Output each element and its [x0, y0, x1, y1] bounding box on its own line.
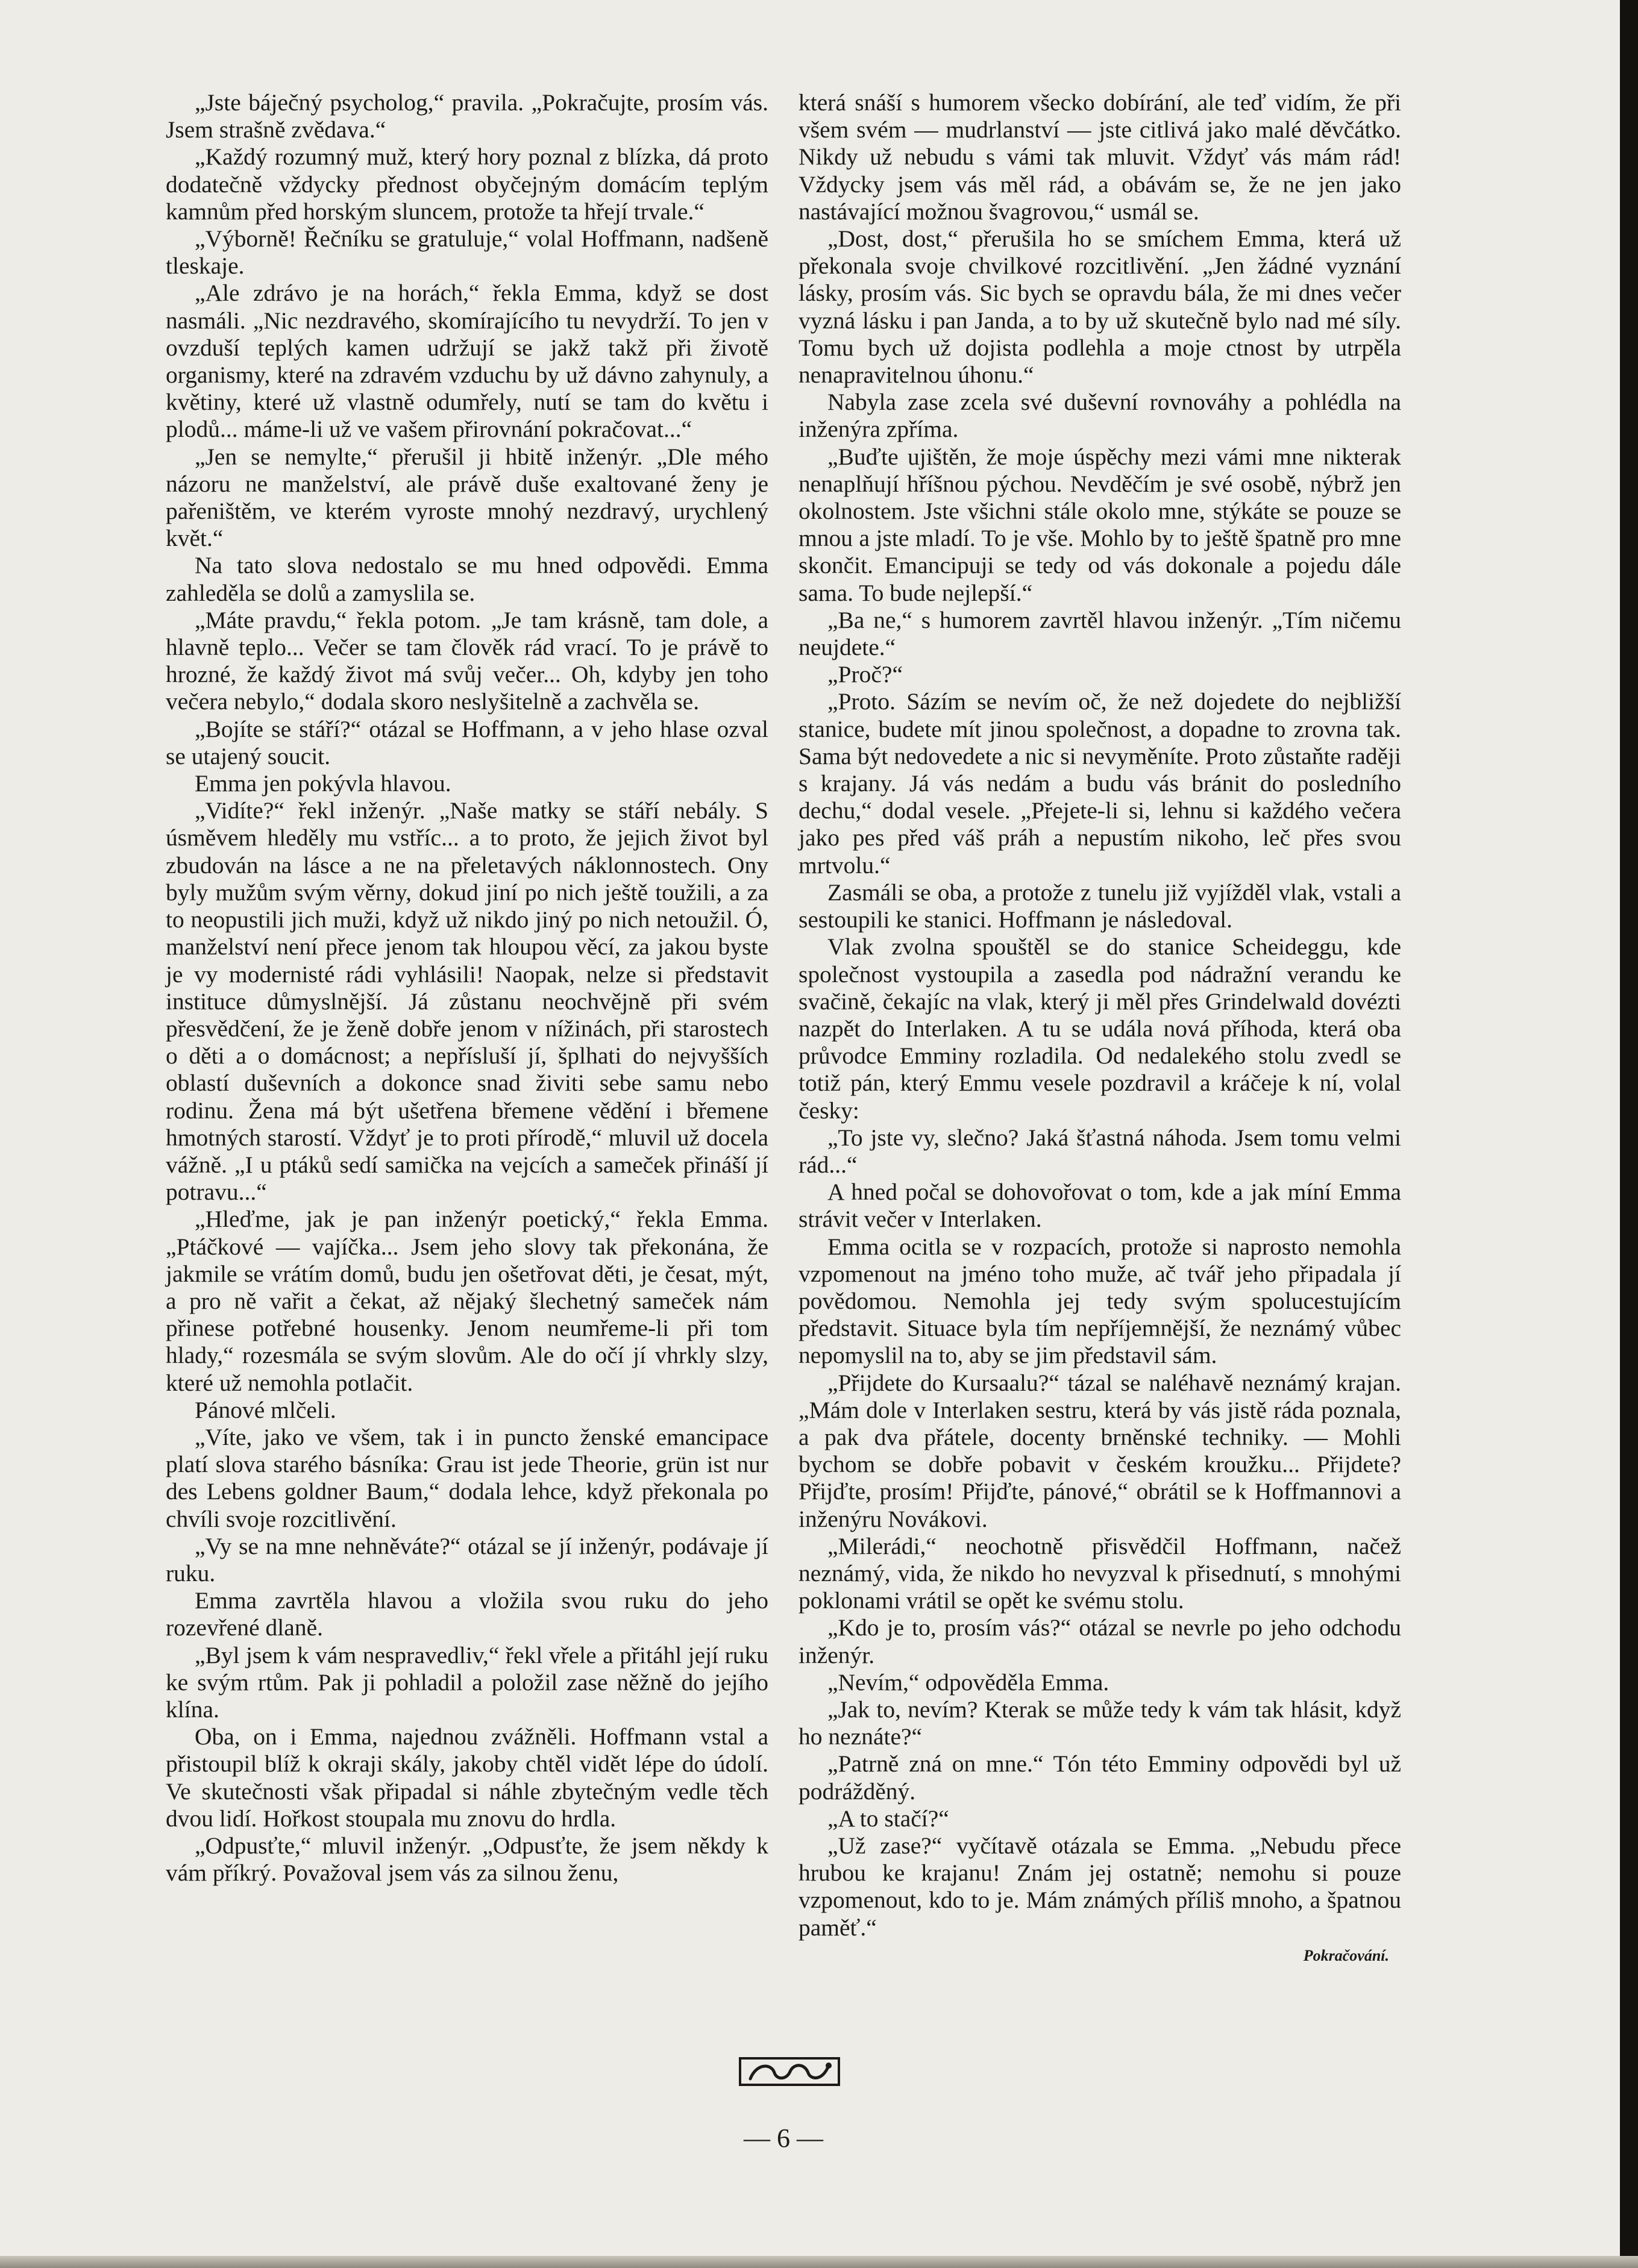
paragraph: „Jste báječný psycholog,“ pravila. „Pokračujte, prosím vás. Jsem strašně zvědava.“: [166, 89, 768, 143]
paragraph: „Každý rozumný muž, který hory poznal z blízka, dá proto dodatečně vždycky přednost obyčejným domácím teplým kamnům před horským sluncem, protože ta hřejí trvale.“: [166, 143, 768, 225]
paragraph: Vlak zvolna spouštěl se do stanice Scheideggu, kde společnost vystoupila a zasedla pod nádražní verandu ke svačině, čekajíc na vlak, který ji měl přes Grindelwald dovézti nazpět do Interlaken. A tu se udála nová příhoda, která oba průvodce Emminy rozladila. Od nedalekého stolu zvedl se totiž pán, který Emmu vesele pozdravil a kráčeje k ní, volal česky:: [799, 933, 1401, 1124]
right-column: [799, 89, 1401, 1968]
paragraph: „Víte, jako ve všem, tak i in puncto ženské emancipace platí slova starého básníka: Grau ist jede Theorie, grün ist nur des Lebens goldner Baum,“ dodala lehce, když překonala po chvíli svoje rozcitlivění.: [166, 1423, 768, 1532]
scan-bottom-edge: [0, 2256, 1638, 2268]
paragraph: „Kdo je to, prosím vás?“ otázal se nevrle po jeho odchodu inženýr.: [799, 1614, 1401, 1668]
paragraph: „To jste vy, slečno? Jaká šťastná náhoda. Jsem tomu velmi rád...“: [799, 1124, 1401, 1178]
paragraph: „Ale zdrávo je na horách,“ řekla Emma, když se dost nasmáli. „Nic nezdravého, skomírajícího tu nevydrží. To jen v ovzduší teplých kamen udržují se jakž takž při životě organismy, které na zdravém vzduchu by už dávno zahynuly, a květiny, které už vlastně odumřely, nutí se tam do květu i plodů... máme-li už ve vašem přirovnání pokračovat...“: [166, 280, 768, 443]
paragraph: „Proč?“: [827, 661, 903, 688]
page-number: — 6 —: [744, 2123, 823, 2153]
paragraph: „Buďte ujištěn, že moje úspěchy mezi vámi mne nikterak nenaplňují hříšnou pýchou. Nevděčím je své osobě, nýbrž jen okolnostem. Jste všichni stále okolo mne, stýkáte se pouze se mnou a jste mladí. To je vše. Mohlo by to ještě špatně pro mne skončit. Emancipuji se tedy od vás dokonale a pojedu dále sama. To bude nejlepší.“: [799, 443, 1401, 606]
paragraph: „Bojíte se stáří?“ otázal se Hoffmann, a v jeho hlase ozval se utajený soucit.: [166, 715, 768, 769]
paragraph: „Jak to, nevím? Kterak se může tedy k vám tak hlásit, když ho neznáte?“: [799, 1696, 1401, 1750]
paragraph: Emma ocitla se v rozpacích, protože si naprosto nemohla vzpomenout na jméno toho muže, ač tvář jeho připadala jí povědomou. Nemohla jej tedy svým spolucestujícím představit. Situace byla tím nepříjemnější, že neznámý vůbec nepomyslil na to, aby se jim představil sám.: [799, 1233, 1401, 1369]
paragraph: Oba, on i Emma, najednou zvážněli. Hoffmann vstal a přistoupil blíž k okraji skály, jakoby chtěl vidět lépe do údolí. Ve skutečnosti však připadal si náhle zbytečným vedle těch dvou lidí. Hořkost stoupala mu znovu do hrdla.: [166, 1723, 768, 1832]
paragraph-continued: která snáší s humorem všecko dobírání, ale teď vidím, že při všem svém — mudrlanství — jste citlivá jako malé děvčátko. Nikdy už nebudu s vámi tak mluvit. Vždyť vás mám rád! Vždycky jsem vás měl rád, a obávám se, že ne jen jako nastávající možnou švagrovou,“ usmál se.: [799, 89, 1401, 225]
paragraph: Pánové mlčeli.: [195, 1396, 336, 1423]
scan-edge-shadow: [1620, 0, 1638, 2268]
paragraph: „Vidíte?“ řekl inženýr. „Naše matky se stáří nebály. S úsměvem hleděly mu vstříc... a to proto, že jejich život byl zbudován na lásce a ne na přeletavých náklonnostech. Ony byly mužům svým věrny, dokud jiní po nich ještě toužili, a za to neopustili jich muži, když už nikdo jiný po nich netoužil. Ó, manželství není přece jenom tak hloupou věcí, za jakou byste je vy modernisté rádi vyhlásili! Naopak, nelze si představit instituce důmyslnější. Já zůstanu neochvějně při svém přesvědčení, že je ženě dobře jenom v nížinách, při starostech o děti a o domácnost; a nepřísluší jí, šplhati do nejvyšších oblastí duševních a dokonce snad živiti sebe samu nebo rodinu. Žena má být ušetřena břemene vědění i břemene hmotných starostí. Vždyť je to proti přírodě,“ mluvil už docela vážně. „I u ptáků sedí samička na vejcích a sameček přináší jí potravu...“: [166, 797, 768, 1206]
paragraph: A hned počal se dohovořovat o tom, kde a jak míní Emma strávit večer v Interlaken.: [799, 1179, 1401, 1233]
paragraph: „Milerádi,“ neochotně přisvědčil Hoffmann, načež neznámý, vida, že nikdo ho nevyzval k přisednutí, s mnohými poklonami vrátil se opět ke svému stolu.: [799, 1532, 1401, 1614]
continuation-note: Pokračování.: [1303, 1946, 1389, 1964]
paragraph: Emma jen pokývla hlavou.: [195, 770, 451, 797]
paragraph: „Jen se nemylte,“ přerušil ji hbitě inženýr. „Dle mého názoru ne manželství, ale právě duše exaltované ženy je pařeništěm, ve kterém vyroste mnohý nezdravý, urychlený květ.“: [166, 443, 768, 552]
paragraph: „Hleďme, jak je pan inženýr poetický,“ řekla Emma. „Ptáčkové — vajíčka... Jsem jeho slovy tak překonána, že jakmile se vrátím domů, budu jen ošetřovat děti, je česat, mýt, a pro ně vařit a čekat, až nějaký šlechetný sameček nám přinese potřebné housenky. Jenom neumřeme-li při tom hlady,“ rozesmála se svým slovům. Ale do očí jí vhrkly slzy, které už nemohla potlačit.: [166, 1206, 768, 1396]
paragraph: „Nevím,“ odpověděla Emma.: [827, 1668, 1109, 1696]
paragraph: „A to stačí?“: [827, 1805, 949, 1832]
paragraph: Zasmáli se oba, a protože z tunelu již vyjížděl vlak, vstali a sestoupili ke stanici. Hoffmann je následoval.: [799, 879, 1401, 933]
paragraph: Na tato slova nedostalo se mu hned odpovědi. Emma zahleděla se dolů a zamyslila se.: [166, 552, 768, 606]
paragraph: „Proto. Sázím se nevím oč, že než dojedete do nejbližší stanice, budete mít jinou společnost, a dopadne to zrovna tak. Sama být nedovedete a nic si nevyměníte. Proto zůstaňte raději s krajany. Já vás nedám a budu vás bránit do posledního dechu,“ dodal vesele. „Přejete-li si, lehnu si každého večera jako pes před váš práh a nepustím nikoho, leč přes svou mrtvolu.“: [799, 688, 1401, 879]
right-column-paragraphs: [799, 225, 1401, 1941]
paragraph: „Dost, dost,“ přerušila ho se smíchem Emma, která už překonala svoje chvilkové rozcitlivění. „Jen žádné vyznání lásky, prosím vás. Sic bych se opravdu bála, že mi dnes večer vyzná lásku i pan Janda, a to by už skutečně bylo nad mé síly. Tomu bych už dojista podlehla a moje ctnost by utrpěla nenapravitelnou úhonu.“: [799, 225, 1401, 389]
paragraph: „Odpusťte,“ mluvil inženýr. „Odpusťte, že jsem někdy k vám příkrý. Považoval jsem vás za silnou ženu,: [166, 1832, 768, 1887]
paragraph: „Ba ne,“ s humorem zavrtěl hlavou inženýr. „Tím ničemu neujdete.“: [799, 606, 1401, 661]
decorative-ornament-icon: [738, 2055, 841, 2088]
paragraph: „Už zase?“ vyčítavě otázala se Emma. „Nebudu přece hrubou ke krajanu! Znám jej ostatně; nemohu si pouze vzpomenout, kdo to je. Mám známých příliš mnoho, a špatnou paměť.“: [799, 1832, 1401, 1941]
paragraph: Nabyla zase zcela své duševní rovnováhy a pohlédla na inženýra zpříma.: [799, 389, 1401, 443]
paragraph: „Byl jsem k vám nespravedliv,“ řekl vřele a přitáhl její ruku ke svým rtům. Pak ji pohladil a položil zase něžně do jejího klína.: [166, 1641, 768, 1723]
paragraph: „Patrně zná on mne.“ Tón této Emminy odpovědi byl už podrážděný.: [799, 1750, 1401, 1805]
paragraph: „Máte pravdu,“ řekla potom. „Je tam krásně, tam dole, a hlavně teplo... Večer se tam člověk rád vrací. To je právě to hrozné, že každý život má svůj večer... Oh, kdyby jen toho večera nebylo,“ dodala skoro neslyšitelně a zachvěla se.: [166, 606, 768, 715]
paragraph: Emma zavrtěla hlavou a vložila svou ruku do jeho rozevřené dlaně.: [166, 1587, 768, 1641]
paragraph: „Vy se na mne nehněváte?“ otázal se jí inženýr, podávaje jí ruku.: [166, 1532, 768, 1587]
paragraph: „Výborně! Řečníku se gratuluje,“ volal Hoffmann, nadšeně tleskaje.: [166, 225, 768, 280]
paragraph: „Přijdete do Kursaalu?“ tázal se naléhavě neznámý krajan. „Mám dole v Interlaken sestru, která by vás jistě ráda poznala, a pak dva přátele, docenty brněnské techniky. — Mohli bychom se dobře pobavit v českém kroužku... Přijdete? Přijďte, prosím! Přijďte, pánové,“ obrátil se k Hoffmannovi a inženýru Novákovi.: [799, 1369, 1401, 1532]
left-column: [166, 89, 768, 1887]
